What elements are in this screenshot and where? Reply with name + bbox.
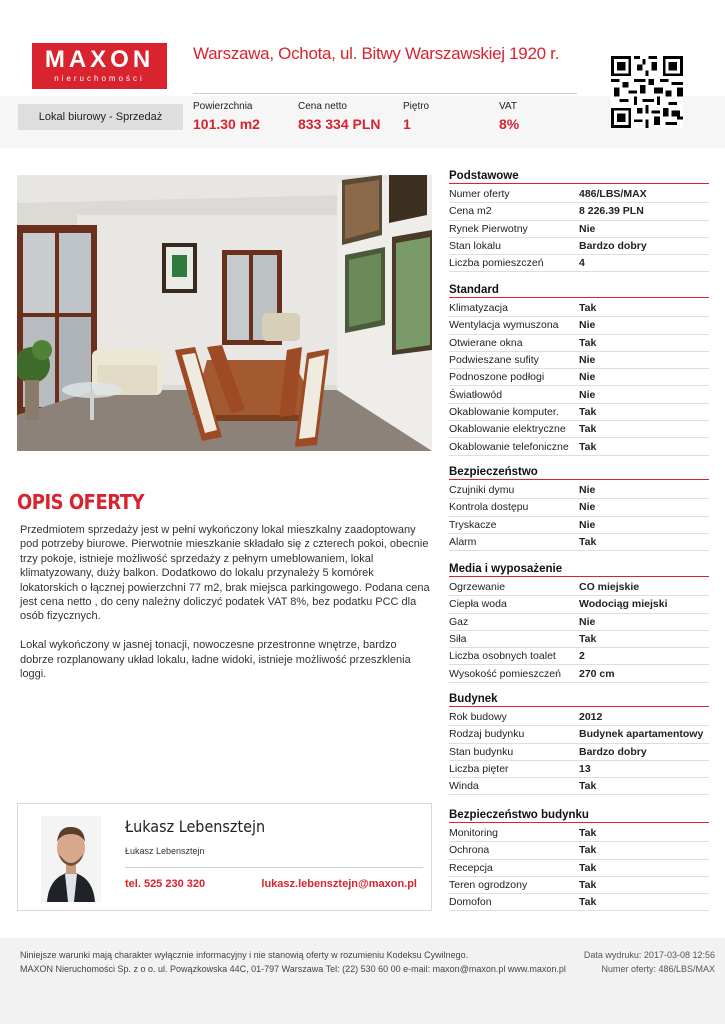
detail-label: Ochrona bbox=[449, 844, 490, 857]
param-value: 1 bbox=[403, 116, 411, 132]
detail-row bbox=[449, 203, 709, 220]
detail-value: 13 bbox=[579, 763, 591, 776]
detail-value: 486/LBS/MAX bbox=[579, 188, 647, 201]
detail-label: Stan lokalu bbox=[449, 240, 501, 253]
detail-row bbox=[449, 631, 709, 648]
detail-row bbox=[449, 369, 709, 386]
detail-label: Okablowanie telefoniczne bbox=[449, 440, 569, 453]
logo-text: MAXON bbox=[44, 46, 155, 73]
detail-value: Tak bbox=[579, 861, 597, 874]
detail-label: Liczba osobnych toalet bbox=[449, 650, 556, 663]
param-value: 8% bbox=[499, 116, 520, 132]
agent-subname: Łukasz Lebensztejn bbox=[125, 846, 205, 856]
qr-code-icon[interactable] bbox=[611, 56, 683, 128]
detail-value: CO miejskie bbox=[579, 581, 640, 594]
detail-label: Liczba pomieszczeń bbox=[449, 257, 544, 270]
detail-value: Tak bbox=[579, 780, 597, 793]
detail-label: Rok budowy bbox=[449, 711, 507, 724]
detail-value: 8 226.39 PLN bbox=[579, 205, 644, 218]
detail-value: Nie bbox=[579, 388, 596, 401]
detail-label: Kontrola dostępu bbox=[449, 501, 529, 514]
detail-row bbox=[449, 761, 709, 778]
detail-label: Wentylacja wymuszona bbox=[449, 319, 559, 332]
detail-value: Tak bbox=[579, 879, 597, 892]
section-4 bbox=[449, 691, 709, 795]
detail-row bbox=[449, 709, 709, 726]
detail-value: Nie bbox=[579, 354, 596, 367]
agent-avatar bbox=[41, 816, 101, 902]
section-title: Bezpieczeństwo bbox=[449, 464, 709, 480]
listing-address: Warszawa, Ochota, ul. Bitwy Warszawskiej 1920 r. bbox=[193, 44, 560, 63]
detail-row bbox=[449, 482, 709, 499]
detail-value: Tak bbox=[579, 633, 597, 646]
detail-value: Tak bbox=[579, 405, 597, 418]
detail-row bbox=[449, 614, 709, 631]
detail-value: Nie bbox=[579, 518, 596, 531]
detail-row bbox=[449, 744, 709, 761]
section-title: Bezpieczeństwo budynku bbox=[449, 807, 709, 823]
detail-label: Ogrzewanie bbox=[449, 581, 506, 594]
param-label: Cena netto bbox=[298, 101, 347, 112]
detail-label: Winda bbox=[449, 780, 479, 793]
detail-row bbox=[449, 860, 709, 877]
detail-row bbox=[449, 778, 709, 795]
section-title: Media i wyposażenie bbox=[449, 561, 709, 577]
section-0 bbox=[449, 168, 709, 272]
param-area bbox=[193, 101, 260, 132]
detail-value: 2012 bbox=[579, 711, 603, 724]
detail-label: Siła bbox=[449, 633, 467, 646]
detail-value: Tak bbox=[579, 302, 597, 315]
detail-row bbox=[449, 335, 709, 352]
detail-row bbox=[449, 894, 709, 911]
param-floor bbox=[403, 101, 429, 132]
detail-label: Alarm bbox=[449, 536, 477, 549]
agent-phone-link[interactable]: tel. 525 230 320 bbox=[125, 878, 206, 890]
detail-label: Rynek Pierwotny bbox=[449, 222, 528, 235]
logo-subtext: nieruchomości bbox=[54, 74, 145, 83]
detail-row bbox=[449, 499, 709, 516]
detail-label: Liczba pięter bbox=[449, 763, 509, 776]
detail-label: Gaz bbox=[449, 615, 469, 628]
detail-row bbox=[449, 842, 709, 859]
detail-row bbox=[449, 579, 709, 596]
detail-label: Ciepła woda bbox=[449, 598, 507, 611]
detail-row bbox=[449, 238, 709, 255]
detail-value: Nie bbox=[579, 371, 596, 384]
detail-label: Tryskacze bbox=[449, 518, 497, 531]
detail-row bbox=[449, 596, 709, 613]
detail-row bbox=[449, 825, 709, 842]
detail-label: Rodzaj budynku bbox=[449, 728, 525, 741]
detail-row bbox=[449, 517, 709, 534]
section-title: Budynek bbox=[449, 691, 709, 707]
detail-label: Czujniki dymu bbox=[449, 484, 515, 497]
detail-label: Podwieszane sufity bbox=[449, 354, 539, 367]
description-paragraph: Przedmiotem sprzedaży jest w pełni wykończony lokal mieszkalny zaadoptowany pod potrzeby biurowe. Pierwotnie mieszkanie składało się z czterech pokoi, obecnie trzy pokoje, istnieje możliwość sprzedaży z pełnym umeblowaniem, lokal klimatyzowany, duży balkon. Dodatkowo do lokalu przynależy 5 komórek lokatorskich o łącznej powierzchni 77 m2, brak miejsca parkingowego. Podana cena jest cena netto , do ceny należny doliczyć podatek VAT 8%, bez podatku PCC dla osób fizycznych. bbox=[20, 524, 430, 623]
detail-row bbox=[449, 665, 709, 682]
section-2 bbox=[449, 464, 709, 551]
agent-name: Łukasz Lebensztejn bbox=[125, 817, 266, 836]
agent-card bbox=[17, 803, 432, 911]
detail-value: Tak bbox=[579, 827, 597, 840]
param-vat bbox=[499, 101, 519, 132]
detail-row bbox=[449, 404, 709, 421]
section-1 bbox=[449, 282, 709, 456]
listing-type: Lokal biurowy - Sprzedaż bbox=[18, 104, 183, 130]
section-3 bbox=[449, 561, 709, 683]
detail-value: 270 cm bbox=[579, 667, 615, 680]
detail-label: Stan budynku bbox=[449, 745, 514, 758]
detail-value: Wodociąg miejski bbox=[579, 598, 668, 611]
detail-label: Otwierane okna bbox=[449, 336, 523, 349]
detail-value: Tak bbox=[579, 336, 597, 349]
section-title: Podstawowe bbox=[449, 168, 709, 184]
detail-row bbox=[449, 221, 709, 238]
detail-value: Bardzo dobry bbox=[579, 240, 647, 253]
detail-row bbox=[449, 352, 709, 369]
detail-label: Klimatyzacja bbox=[449, 302, 508, 315]
detail-value: Bardzo dobry bbox=[579, 745, 647, 758]
detail-row bbox=[449, 534, 709, 551]
detail-label: Monitoring bbox=[449, 827, 499, 840]
detail-row bbox=[449, 421, 709, 438]
param-price bbox=[298, 101, 381, 132]
description-paragraph: Lokal wykończony w jasnej tonacji, nowoczesne przestronne wnętrze, bardzo dobrze rozplanowany układ lokalu, ładne widoki, istnieje możliwość przeszklenia loggi. bbox=[20, 639, 411, 681]
section-5 bbox=[449, 807, 709, 911]
agent-email-link[interactable]: lukasz.lebensztejn@maxon.pl bbox=[261, 878, 417, 890]
detail-value: Nie bbox=[579, 319, 596, 332]
detail-label: Numer oferty bbox=[449, 188, 510, 201]
maxon-logo[interactable] bbox=[32, 43, 167, 89]
detail-row bbox=[449, 300, 709, 317]
detail-row bbox=[449, 317, 709, 334]
param-label: Piętro bbox=[403, 101, 430, 112]
detail-label: Wysokość pomieszczeń bbox=[449, 667, 561, 680]
detail-row bbox=[449, 648, 709, 665]
detail-label: Okablowanie elektryczne bbox=[449, 423, 566, 436]
detail-row bbox=[449, 726, 709, 743]
footer-disclaimer: Niniejsze warunki mają charakter wyłącznie informacyjny i nie stanowią oferty w rozumieniu Kodeksu Cywilnego. bbox=[20, 950, 469, 960]
section-title: Standard bbox=[449, 282, 709, 298]
detail-label: Teren ogrodzony bbox=[449, 879, 528, 892]
description-body bbox=[20, 523, 430, 696]
detail-row bbox=[449, 438, 709, 455]
footer-meta bbox=[584, 948, 715, 976]
detail-value: 4 bbox=[579, 257, 585, 270]
detail-label: Recepcja bbox=[449, 861, 493, 874]
detail-row bbox=[449, 255, 709, 272]
detail-label: Podnoszone podłogi bbox=[449, 371, 545, 384]
detail-value: Nie bbox=[579, 484, 596, 497]
detail-label: Światłowód bbox=[449, 388, 503, 401]
detail-value: Tak bbox=[579, 844, 597, 857]
offer-number: Numer oferty: 486/LBS/MAX bbox=[601, 964, 715, 974]
param-label: Powierzchnia bbox=[193, 101, 253, 112]
detail-value: Nie bbox=[579, 501, 596, 514]
detail-value: Nie bbox=[579, 615, 596, 628]
detail-label: Okablowanie komputer. bbox=[449, 405, 559, 418]
detail-value: Budynek apartamentowy bbox=[579, 728, 704, 741]
detail-value: 2 bbox=[579, 650, 585, 663]
detail-row bbox=[449, 186, 709, 203]
detail-label: Domofon bbox=[449, 896, 492, 909]
detail-row bbox=[449, 386, 709, 403]
param-value: 833 334 PLN bbox=[298, 116, 381, 132]
detail-value: Nie bbox=[579, 222, 596, 235]
address-divider bbox=[193, 93, 577, 94]
description-title: OPIS OFERTY bbox=[17, 490, 145, 514]
detail-value: Tak bbox=[579, 423, 597, 436]
detail-label: Cena m2 bbox=[449, 205, 492, 218]
agent-divider bbox=[125, 867, 423, 868]
footer-company: MAXON Nieruchomości Sp. z o o. ul. Powązkowska 44C, 01-797 Warszawa Tel: (22) 530 60 00 e-mail: maxon@maxon.pl www.maxon.pl bbox=[20, 964, 566, 974]
property-photo[interactable] bbox=[17, 175, 432, 451]
footer-legal bbox=[20, 948, 566, 976]
param-label: VAT bbox=[499, 101, 517, 112]
detail-row bbox=[449, 877, 709, 894]
param-value: 101.30 m2 bbox=[193, 116, 260, 132]
detail-value: Tak bbox=[579, 440, 597, 453]
print-date: Data wydruku: 2017-03-08 12:56 bbox=[583, 950, 715, 960]
detail-value: Tak bbox=[579, 536, 597, 549]
detail-value: Tak bbox=[579, 896, 597, 909]
